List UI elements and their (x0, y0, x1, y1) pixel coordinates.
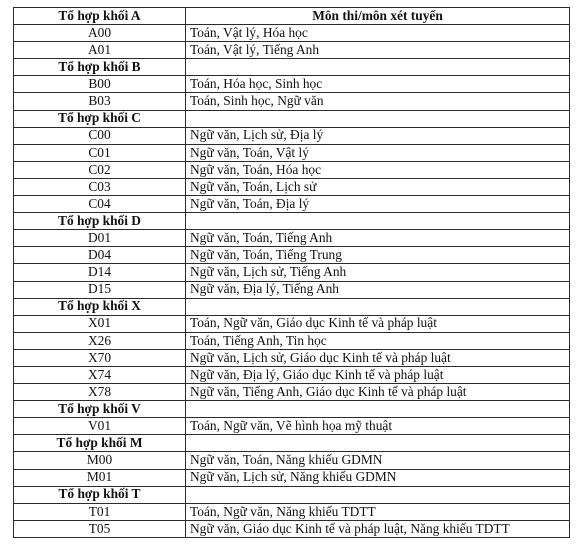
empty-cell (186, 59, 570, 76)
subject-list: Ngữ văn, Toán, Năng khiếu GDMN (186, 452, 570, 469)
document-page (13, 7, 569, 538)
subject-list: Toán, Hóa học, Sinh học (186, 76, 570, 93)
subject-list: Ngữ văn, Địa lý, Tiếng Anh (186, 281, 570, 298)
combination-code: C03 (14, 178, 186, 195)
combination-code: X78 (14, 384, 186, 401)
subject-list: Toán, Vật lý, Tiếng Anh (186, 42, 570, 59)
table-row (14, 520, 570, 537)
subject-list: Ngữ văn, Toán, Địa lý (186, 196, 570, 213)
table-row (14, 144, 570, 161)
table-row (14, 332, 570, 349)
combination-code: C01 (14, 144, 186, 161)
subject-combination-table (13, 7, 570, 538)
group-title-row (14, 213, 570, 230)
combination-code: B03 (14, 93, 186, 110)
subject-list: Toán, Ngữ văn, Giáo dục Kinh tế và pháp luật (186, 315, 570, 332)
group-title: Tổ hợp khối M (14, 435, 186, 452)
combination-code: A00 (14, 25, 186, 42)
subject-list: Ngữ văn, Toán, Vật lý (186, 144, 570, 161)
empty-cell (186, 110, 570, 127)
combination-code: X26 (14, 332, 186, 349)
table-row (14, 452, 570, 469)
combination-code: C00 (14, 127, 186, 144)
group-title: Tổ hợp khối V (14, 401, 186, 418)
group-title: Tổ hợp khối X (14, 298, 186, 315)
combination-code: T01 (14, 503, 186, 520)
subject-list: Toán, Sinh học, Ngữ văn (186, 93, 570, 110)
table-row (14, 503, 570, 520)
combination-code: M01 (14, 469, 186, 486)
table-row (14, 230, 570, 247)
table-row (14, 281, 570, 298)
table-row (14, 161, 570, 178)
subject-list: Toán, Vật lý, Hóa học (186, 25, 570, 42)
table-row (14, 384, 570, 401)
table-row (14, 247, 570, 264)
empty-cell (186, 486, 570, 503)
table-row (14, 196, 570, 213)
empty-cell (186, 401, 570, 418)
header-subjects: Môn thi/môn xét tuyển (186, 8, 570, 25)
group-title: Tổ hợp khối T (14, 486, 186, 503)
subject-list: Ngữ văn, Giáo dục Kinh tế và pháp luật, Năng khiếu TDTT (186, 520, 570, 537)
combination-code: X01 (14, 315, 186, 332)
subject-list: Ngữ văn, Lịch sử, Năng khiếu GDMN (186, 469, 570, 486)
table-row (14, 76, 570, 93)
subject-list: Toán, Ngữ văn, Vẽ hình họa mỹ thuật (186, 418, 570, 435)
combination-code: B00 (14, 76, 186, 93)
table-row (14, 127, 570, 144)
group-title-row (14, 401, 570, 418)
table-body (14, 25, 570, 538)
table-row (14, 264, 570, 281)
table-row (14, 178, 570, 195)
combination-code: T05 (14, 520, 186, 537)
table-row (14, 42, 570, 59)
subject-list: Ngữ văn, Toán, Lịch sử (186, 178, 570, 195)
table-row (14, 315, 570, 332)
table-row (14, 25, 570, 42)
combination-code: C04 (14, 196, 186, 213)
group-title: Tổ hợp khối B (14, 59, 186, 76)
table-header-row (14, 8, 570, 25)
subject-list: Toán, Tiếng Anh, Tin học (186, 332, 570, 349)
combination-code: V01 (14, 418, 186, 435)
empty-cell (186, 213, 570, 230)
combination-code: D14 (14, 264, 186, 281)
subject-list: Toán, Ngữ văn, Năng khiếu TDTT (186, 503, 570, 520)
table-row (14, 349, 570, 366)
combination-code: D15 (14, 281, 186, 298)
empty-cell (186, 435, 570, 452)
combination-code: X70 (14, 349, 186, 366)
group-title-row (14, 435, 570, 452)
group-title-row (14, 486, 570, 503)
subject-list: Ngữ văn, Lịch sử, Giáo dục Kinh tế và pháp luật (186, 349, 570, 366)
combination-code: D04 (14, 247, 186, 264)
header-combination-group: Tổ hợp khối A (14, 8, 186, 25)
subject-list: Ngữ văn, Lịch sử, Tiếng Anh (186, 264, 570, 281)
table-row (14, 418, 570, 435)
combination-code: X74 (14, 366, 186, 383)
subject-list: Ngữ văn, Tiếng Anh, Giáo dục Kinh tế và pháp luật (186, 384, 570, 401)
combination-code: A01 (14, 42, 186, 59)
group-title-row (14, 298, 570, 315)
table-row (14, 366, 570, 383)
table-row (14, 469, 570, 486)
subject-list: Ngữ văn, Địa lý, Giáo dục Kinh tế và pháp luật (186, 366, 570, 383)
combination-code: C02 (14, 161, 186, 178)
empty-cell (186, 298, 570, 315)
combination-code: D01 (14, 230, 186, 247)
subject-list: Ngữ văn, Lịch sử, Địa lý (186, 127, 570, 144)
group-title: Tổ hợp khối C (14, 110, 186, 127)
group-title-row (14, 110, 570, 127)
group-title-row (14, 59, 570, 76)
subject-list: Ngữ văn, Toán, Tiếng Trung (186, 247, 570, 264)
subject-list: Ngữ văn, Toán, Tiếng Anh (186, 230, 570, 247)
combination-code: M00 (14, 452, 186, 469)
subject-list: Ngữ văn, Toán, Hóa học (186, 161, 570, 178)
table-row (14, 93, 570, 110)
group-title: Tổ hợp khối D (14, 213, 186, 230)
